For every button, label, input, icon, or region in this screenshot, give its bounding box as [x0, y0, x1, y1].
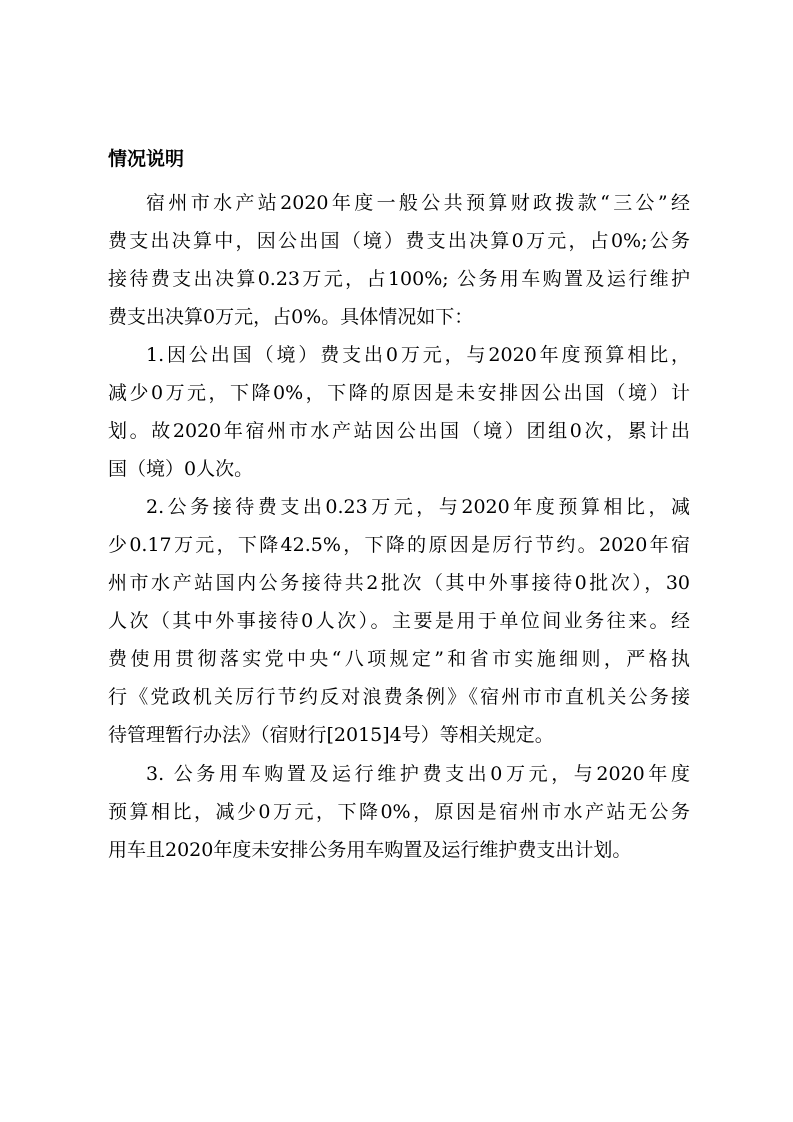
paragraph-line: 行《党政机关厉行节约反对浪费条例》《宿州市市直机关公务接 — [108, 686, 690, 708]
paragraph-line: 州市水产站国内公务接待共2批次（其中外事接待0批次），30 — [108, 572, 690, 594]
paragraph-line: 2.公务接待费支出0.23万元，与2020年度预算相比，减 — [146, 496, 690, 518]
paragraph-line: 划。故2020年宿州市水产站因公出国（境）团组0次，累计出 — [108, 420, 690, 442]
paragraph-line: 3. 公务用车购置及运行维护费支出0万元，与2020年度 — [146, 763, 690, 785]
paragraph-line: 费支出决算0万元，占0%。具体情况如下： — [108, 306, 474, 328]
paragraph-line: 费支出决算中，因公出国（境）费支出决算0万元，占0%;公务 — [108, 230, 690, 252]
paragraph-line: 接待费支出决算0.23万元，占100%; 公务用车购置及运行维护 — [108, 268, 690, 290]
paragraph-official-reception — [108, 488, 690, 754]
paragraph-line: 预算相比，减少0万元，下降0%，原因是宿州市水产站无公务 — [108, 801, 690, 823]
paragraph-line: 人次（其中外事接待0人次）。主要是用于单位间业务往来。经 — [108, 610, 690, 632]
paragraph-overseas-travel — [108, 336, 690, 488]
paragraph-line: 1.因公出国（境）费支出0万元，与2020年度预算相比， — [146, 344, 690, 366]
section-heading: 情况说明 — [108, 148, 185, 170]
paragraph-line: 用车且2020年度未安排公务用车购置及运行维护费支出计划。 — [108, 839, 632, 861]
paragraph-line: 国（境）0人次。 — [108, 458, 254, 480]
paragraph-official-vehicles — [108, 755, 690, 869]
paragraph-line: 待管理暂行办法》（宿财行[2015]4号）等相关规定。 — [108, 724, 554, 746]
paragraph-line: 减少0万元，下降0%，下降的原因是未安排因公出国（境）计 — [108, 382, 690, 404]
paragraph-line: 少0.17万元，下降42.5%，下降的原因是厉行节约。2020年宿 — [108, 534, 690, 556]
paragraph-line: 费使用贯彻落实党中央“八项规定”和省市实施细则，严格执 — [108, 648, 690, 670]
paragraph-line: 宿州市水产站2020年度一般公共预算财政拨款“三公”经 — [146, 192, 690, 214]
paragraph-summary — [108, 184, 690, 336]
